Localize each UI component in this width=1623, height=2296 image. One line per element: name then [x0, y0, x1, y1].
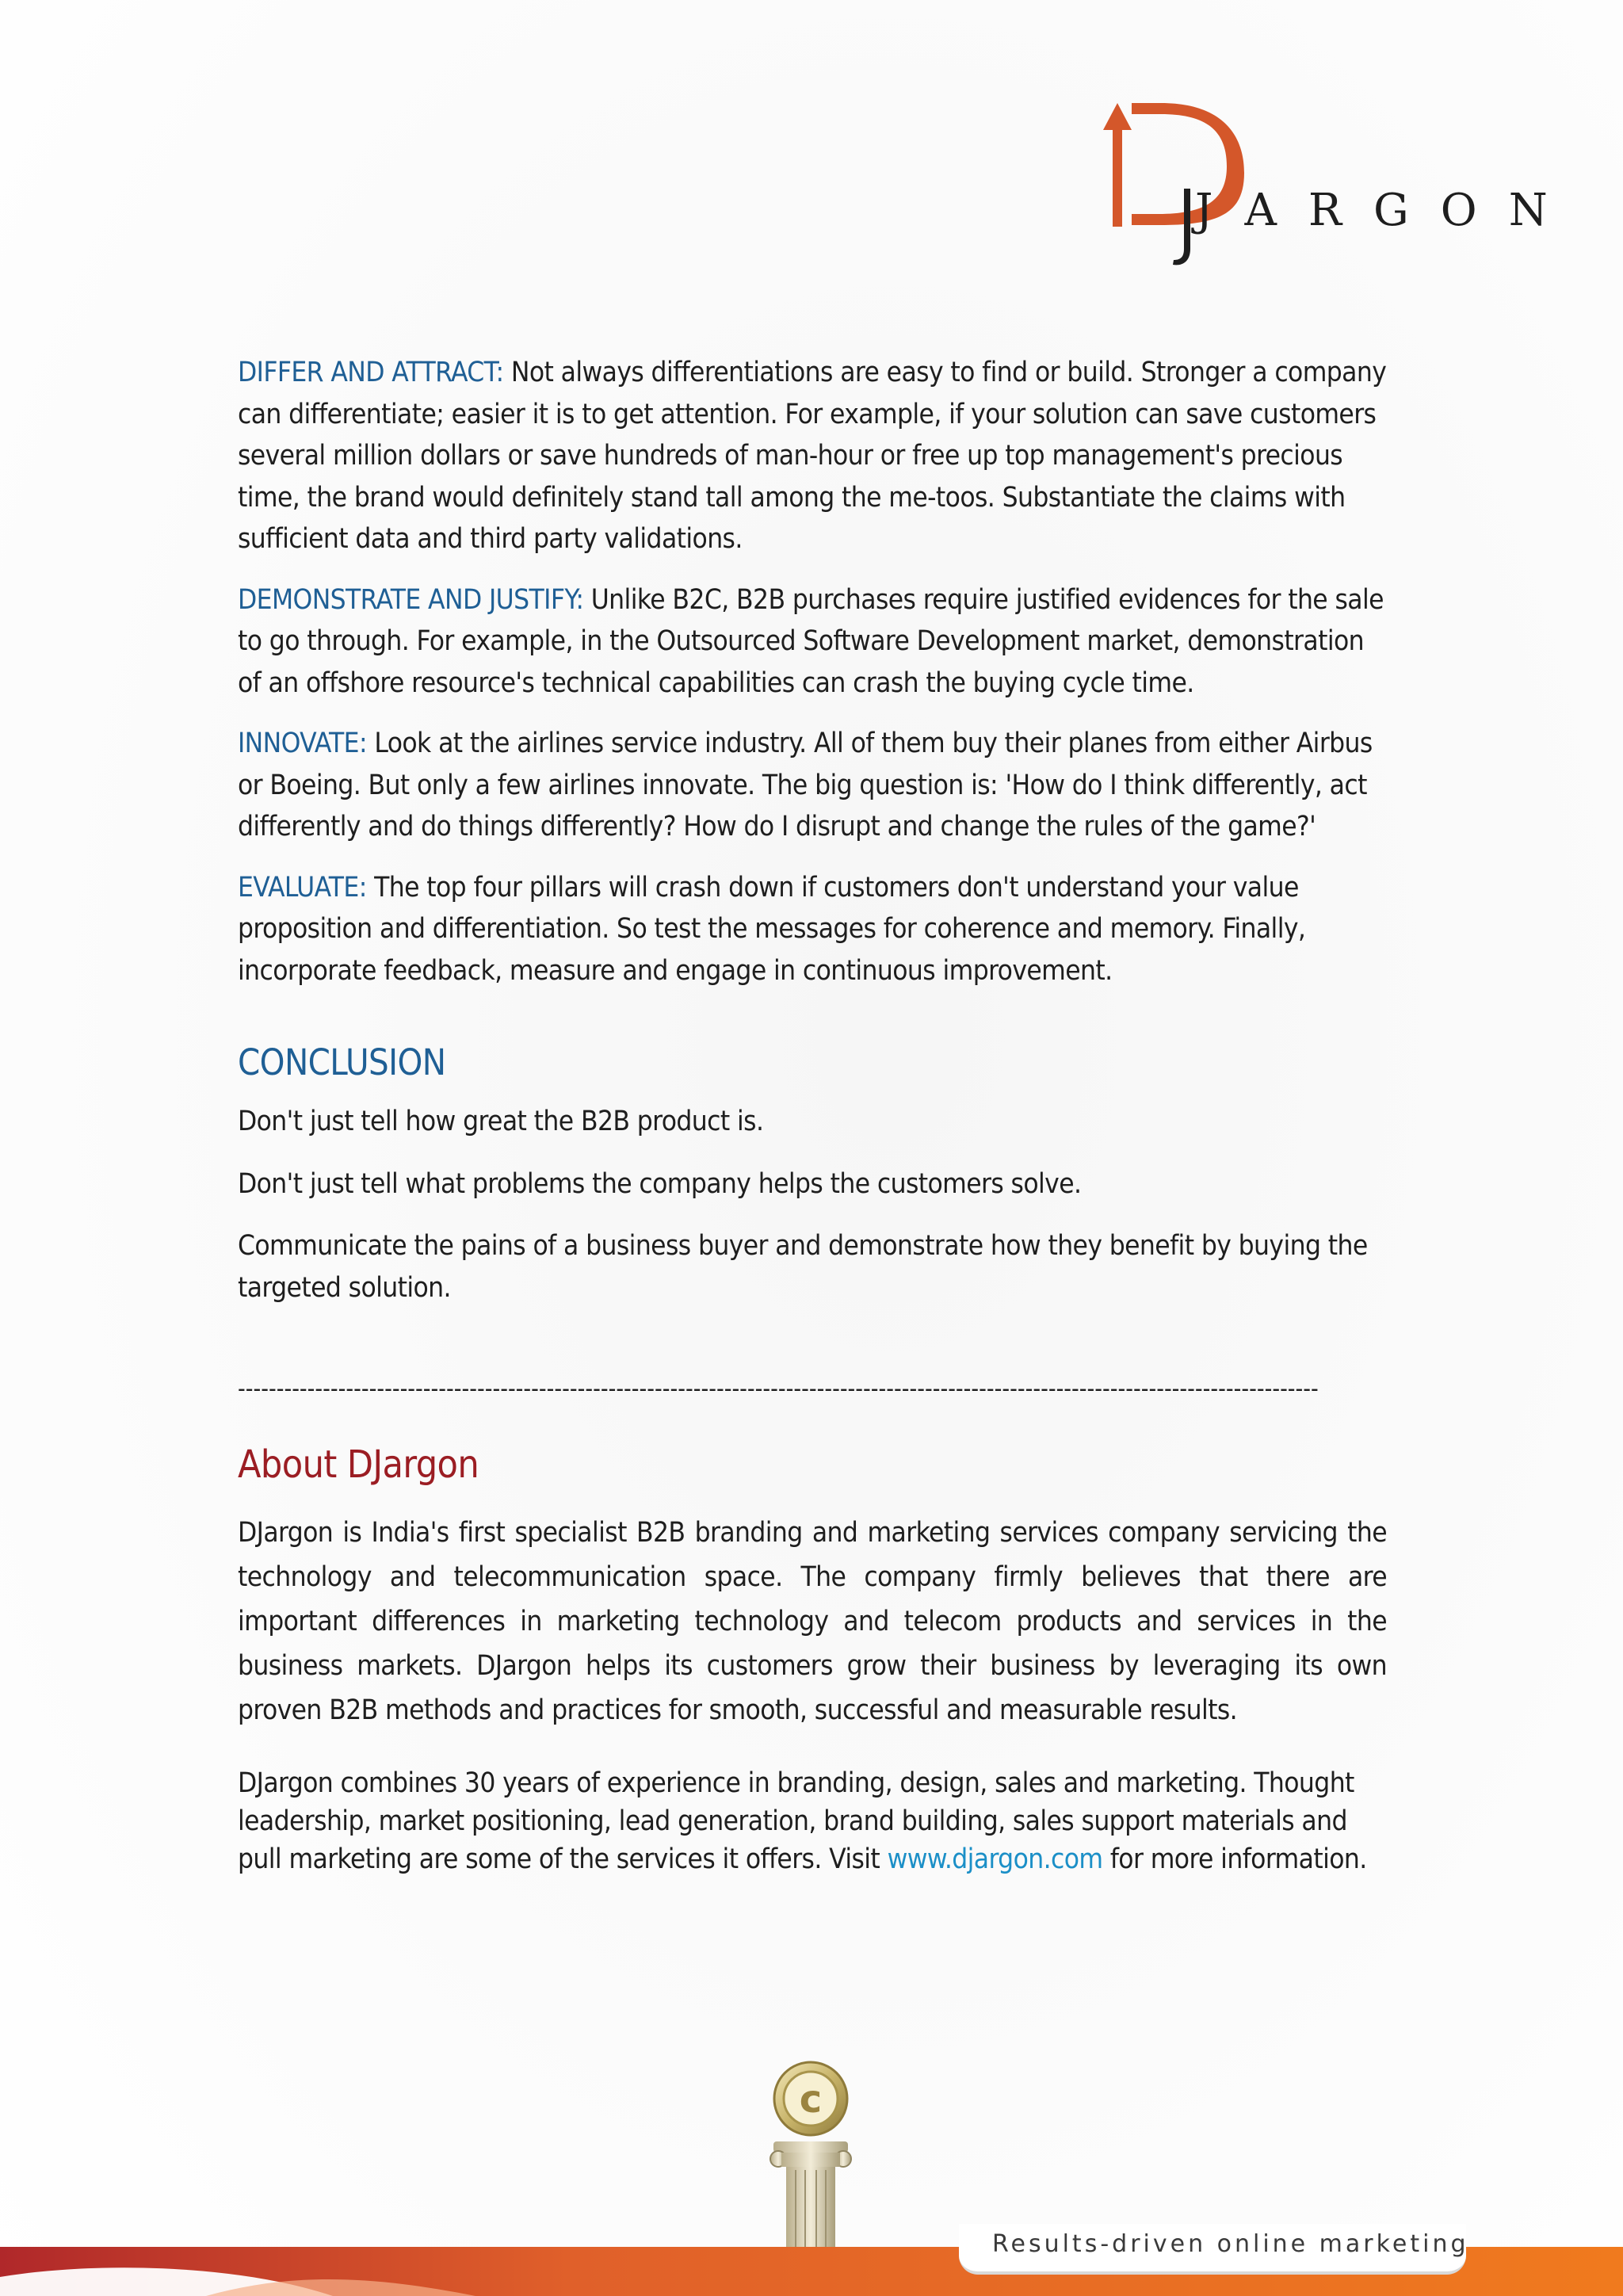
about-paragraph-2: [238, 1764, 1387, 1878]
section-text: Look at the airlines service industry. All of them buy their planes from either Airbus or Boeing. But only a few airlines innovate. The big question is: 'How do I think differently, act differently and do things differently? How do I disrupt and change the rules of the game?': [238, 728, 1373, 842]
section-label: DEMONSTRATE AND JUSTIFY:: [238, 583, 584, 616]
svg-text:c: c: [799, 2077, 823, 2122]
logo-wordmark: JARGON: [1195, 185, 1579, 236]
section-label: INNOVATE:: [238, 728, 367, 759]
conclusion-heading: CONCLUSION: [238, 1041, 446, 1083]
section-text: Unlike B2C, B2B purchases require justified evidences for the sale to go through. For example, in the Outsourced Software Development market, demonstration of an offshore resource's technical capabilities can crash the buying cycle time.: [238, 583, 1384, 699]
section-text: Not always differentiations are easy to find or build. Stronger a company can differentiate; easier it is to get attention. For example, if your solution can save customers several million dollars or save hundreds of man-hour or free up top management's precious time, the brand would definitely stand tall among the me-toos. Substantiate the claims with sufficient data and third party validations.: [238, 357, 1387, 555]
about-text: DJargon combines 30 years of experience in branding, design, sales and marketing. Thought leadership, market positioning, lead generation, brand building, sales support materials and pull marketing are some of the services it offers. Visit: [238, 1767, 1354, 1875]
section-text: The top four pillars will crash down if customers don't understand your value proposition and differentiation. So test the messages for coherence and memory. Finally, incorporate feedback, measure and engage in continuous improvement.: [238, 871, 1306, 987]
section-label: EVALUATE:: [238, 871, 367, 904]
djargon-logo: [1086, 94, 1514, 268]
section-differ-attract: [238, 352, 1387, 560]
section-innovate: [238, 723, 1387, 848]
footer-tagline: Results-driven online marketing: [992, 2230, 1469, 2258]
about-heading: About DJargon: [238, 1442, 479, 1487]
section-demonstrate-justify: [238, 579, 1387, 705]
conclusion-line: Don't just tell how great the B2B product is.: [238, 1106, 764, 1137]
website-link[interactable]: www.djargon.com: [887, 1843, 1103, 1875]
about-paragraph: DJargon is India's first specialist B2B branding and marketing services company servicing the technology and telecommunication space. The company firmly believes that there are important differences in marketing technology and telecom products and services in the business markets. DJargon helps its customers grow their business by leveraging its own proven B2B methods and practices for smooth, successful and measurable results.: [238, 1516, 1387, 1726]
dashed-divider: --------------------------------------------------------------------------------------------------------------------------------------------: [238, 1375, 1319, 1403]
conclusion-line: Communicate the pains of a business buyer and demonstrate how they benefit by buying the targeted solution.: [238, 1230, 1368, 1304]
section-label: DIFFER AND ATTRACT:: [238, 357, 504, 388]
article-body: [238, 352, 1387, 1878]
section-evaluate: [238, 867, 1387, 992]
conclusion-line: Don't just tell what problems the company helps the customers solve.: [238, 1167, 1082, 1200]
about-text-end: for more information.: [1102, 1843, 1367, 1875]
